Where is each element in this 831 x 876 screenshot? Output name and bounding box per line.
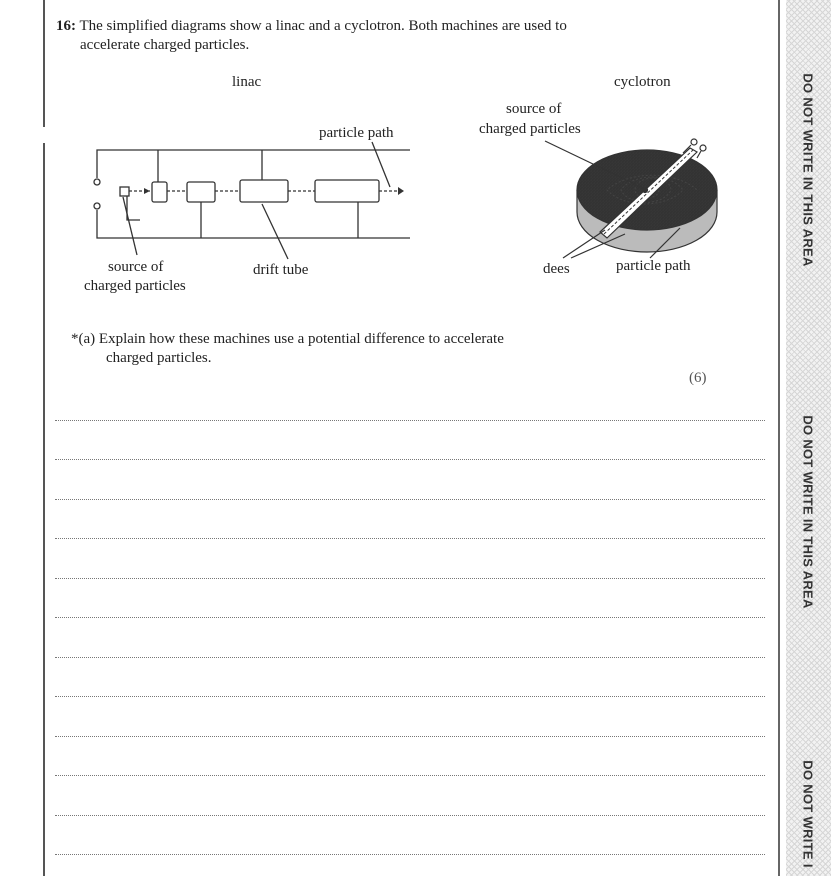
cyclotron-dees-label: dees — [543, 261, 570, 277]
linac-drift-tube-1 — [152, 182, 167, 202]
left-margin-rule — [43, 0, 45, 127]
linac-top-connections — [158, 150, 262, 182]
cyclotron-terminal-2 — [700, 145, 706, 151]
linac-source-label-1: source of — [108, 259, 164, 275]
answer-line[interactable] — [55, 854, 765, 855]
linac-particle-path-label: particle path — [319, 125, 394, 141]
part-a-line-1: *(a) Explain how these machines use a potential difference to accelerate — [71, 331, 504, 347]
cyclotron-particle-path-label: particle path — [616, 258, 691, 274]
answer-line[interactable] — [55, 657, 765, 658]
cyclotron-source-point — [643, 188, 648, 193]
linac-terminal-top — [94, 179, 100, 185]
cyclotron-terminal-wires — [683, 145, 701, 158]
cyclotron-spiral-path — [607, 175, 697, 204]
cyclotron-dee-gap — [600, 148, 697, 238]
cyclotron-dee-side — [577, 190, 717, 252]
linac-top-rail — [97, 150, 410, 178]
answer-line[interactable] — [55, 499, 765, 500]
linac-drift-tube-label: drift tube — [253, 262, 309, 278]
cyclotron-gap-dashes — [604, 150, 693, 234]
part-a-line-2: charged particles. — [106, 350, 212, 366]
cyclotron-particle-path-leader — [650, 228, 680, 258]
question-number: 16: — [56, 18, 76, 34]
answer-line[interactable] — [55, 578, 765, 579]
answer-line[interactable] — [55, 736, 765, 737]
linac-bottom-connections — [127, 196, 358, 238]
cyclotron-title: cyclotron — [614, 74, 671, 90]
cyclotron-source-label-2: charged particles — [479, 121, 581, 137]
linac-bottom-rail — [97, 210, 410, 238]
answer-line[interactable] — [55, 815, 765, 816]
answer-line[interactable] — [55, 696, 765, 697]
answer-line[interactable] — [55, 617, 765, 618]
answer-line[interactable] — [55, 420, 765, 421]
linac-path-arrow — [144, 187, 404, 195]
exam-page: DO NOT WRITE IN THIS AREA DO NOT WRITE IN THIS AREA DO NOT WRITE I 16: The simplified diagrams show a linac and a cyclotron. Both machines are used to accelerate charged particles. linac particle path source of charged particles drift tube cyclotron source of charged particles dees particle path *(a) Explain how these machines use a potential difference to accelerate charged particles. (6) — [0, 0, 831, 876]
cyclotron-source-leader — [545, 141, 643, 188]
linac-title: linac — [232, 74, 262, 90]
question-intro-line-1: 16: The simplified diagrams show a linac and a cyclotron. Both machines are used to — [56, 18, 567, 34]
cyclotron-dees-leader — [563, 230, 625, 258]
linac-source-label-2: charged particles — [84, 278, 186, 294]
answer-line[interactable] — [55, 459, 765, 460]
linac-drift-tube-leader — [262, 204, 288, 259]
linac-drift-tube-3 — [240, 180, 288, 202]
left-margin-rule — [43, 143, 45, 876]
linac-terminal-bottom — [94, 203, 100, 209]
linac-drift-tube-4 — [315, 180, 379, 202]
cyclotron-source-label-1: source of — [506, 101, 562, 117]
linac-drift-tube-2 — [187, 182, 215, 202]
part-a-marker: *(a) — [71, 331, 96, 347]
linac-source-leader — [123, 197, 137, 255]
linac-particle-path-leader — [372, 142, 390, 187]
cyclotron-terminal-1 — [691, 139, 697, 145]
answer-line[interactable] — [55, 775, 765, 776]
answer-line[interactable] — [55, 538, 765, 539]
cyclotron-dee-top — [577, 150, 717, 230]
linac-source-box — [120, 187, 129, 196]
marks-available: (6) — [689, 370, 707, 386]
right-margin-rule — [778, 0, 780, 876]
question-intro-line-2: accelerate charged particles. — [80, 37, 250, 53]
